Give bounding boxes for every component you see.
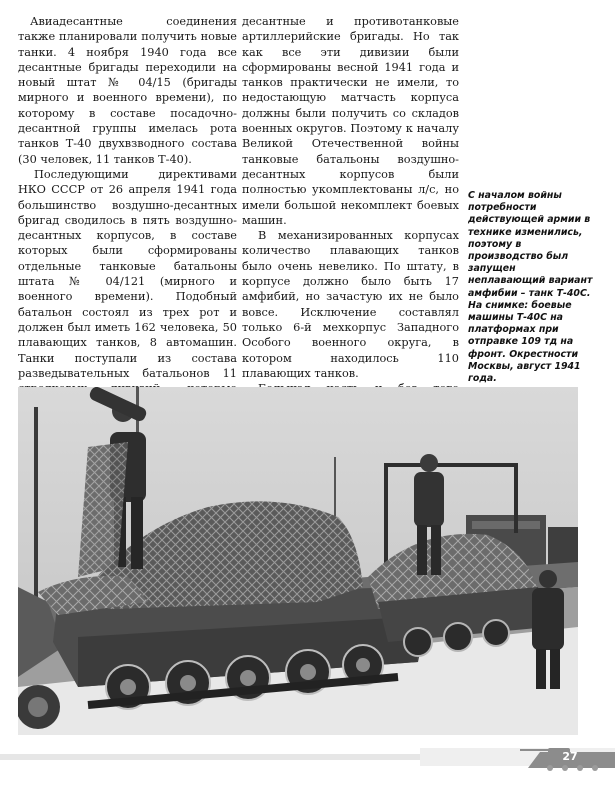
paragraph: В механизированных корпусах количество плавающих танков было очень невелико. По штату, в корпусе должно было быть 17 амфибий, но зачастую их не было вовсе. Исключение составлял только 6-й мехкорпус Западного Особого военного округа, в котором находилось 110 плавающих танков. [242, 229, 459, 380]
photo-tanks-on-railcars [18, 387, 578, 735]
page-number: 27 [562, 750, 578, 763]
paragraph: Последующими директивами НКО СССР от 26 апреля 1941 года большинство воздушно-десантных бригад сводилось в пять воздушно-десантных корпусов, в составе которых были сформированы отдельные танковые батальоны штата № 04/121 (мирного и военного времени). Подобный батальон состоял из трех рот и должен был иметь 162 человека, 50 плавающих танков, 8 автомашин. Танки поступали из состава разведывательных батальонов 11 [18, 167, 237, 380]
text-column-right [242, 14, 459, 442]
photo-caption: С началом войны потребности действующей армии в технике изменились, поэтому в производство был запущен неплавающий вариант амфибии – танк Т-40С. На снимке: боевые машины Т-40С на платформах при отправке 109 тд на фронт. Окрестности Москвы, август 1941 года. [468, 190, 593, 385]
paragraph: десантные и противотанковые артиллерийские бригады. Но так как все эти дивизии были сформированы весной 1941 года и танков практически не имели, то недостающую матчасть корпуса должны были получить со складов военных округов. Поэтому к началу Великой Отечественной войны танковые батальоны воздушно-десантных корпусов были полностью укомплектованы л/с, но имели большой некомплект боевых машин. [242, 15, 459, 227]
text-column-left [18, 14, 237, 412]
paragraph: Авиадесантные соединения также планировали получить новые танки. 4 ноября 1940 года все десантные бригады переходили на новый штат № 04/15 (бригады мирного и военного времени), по которому в составе посадочно-десантной группы имелась рота танков Т-40 двухвзводного состава (30 человек, 11 танков Т-40). [18, 15, 237, 166]
